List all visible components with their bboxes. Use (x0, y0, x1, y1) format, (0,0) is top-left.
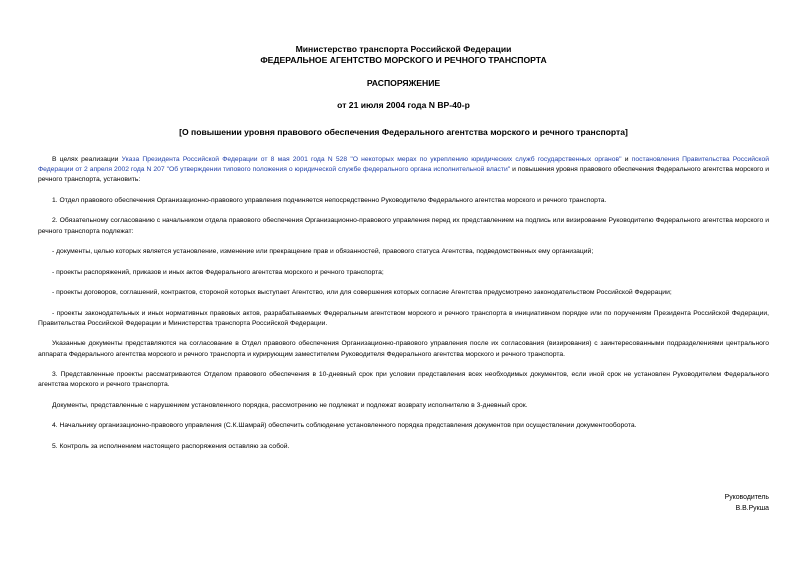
paragraph-approval: Указанные документы представляются на согласование в Отдел правового обеспечения Организационно-правового управления после их согласования (визирования) с заинтересованными подразделениями центрального аппарата Федерального агентства морского и речного транспорта и курирующим заместителем Руководителя Федерального агентства морского и речного транспорта. (38, 340, 769, 358)
list-item-documents: - документы, целью которых является установление, изменение или прекращение прав и обязанностей, правового статуса Агентства, подведомственных ему организаций; (52, 248, 594, 256)
list-item-legislation: - проекты законодательных и иных нормативных правовых актов, разрабатываемых Федеральным агентством морского и речного транспорта в инициативном порядке или по поручениям Президента Российской Федерации, Правительства Российской Федерации и Министерства транспорта Российской Федерации. (38, 309, 769, 327)
document-type: РАСПОРЯЖЕНИЕ (366, 78, 441, 88)
ministry-name: Министерство транспорта Российской Федерации (295, 44, 512, 54)
link-resolution-207[interactable]: постановления Правительства Российской Федерации от 2 апреля 2002 года N 207 "Об утверждении типового положения о юридической службе федерального органа исполнительной власти" (38, 156, 769, 174)
signatory-position: Руководитель (724, 494, 769, 501)
paragraph-3: 3. Представленные проекты рассматриваются Отделом правового обеспечения в 10-дневный срок при условии представления всех необходимых документов, если иной срок не установлен Руководителем Федерального агентства морского и речного транспорта. (38, 371, 769, 389)
intro-middle: и (621, 156, 632, 163)
list-item-orders: - проекты распоряжений, приказов и иных актов Федерального агентства морского и речного транспорта; (52, 268, 384, 276)
paragraph-1: 1. Отдел правового обеспечения Организационно-правового управления подчиняется непосредственно Руководителю Федерального агентства морского и речного транспорта. (52, 196, 607, 204)
paragraph-return: Документы, представленные с нарушением установленного порядка, рассмотрению не подлежат и подлежат возврату исполнителю в 3-дневный срок. (52, 401, 528, 409)
link-decree-528[interactable]: Указа Президента Российской Федерации от 8 мая 2001 года N 528 "О некоторых мерах по укреплению юридических служб государственных органов" (121, 156, 622, 163)
paragraph-4: 4. Начальнику организационно-правового управления (С.К.Шамрай) обеспечить соблюдение установленного порядка представления документов при осуществлении документооборота. (52, 422, 637, 430)
intro-suffix: и повышения уровня правового обеспечения Федерального агентства морского и речного транспорта, установить: (38, 166, 769, 184)
document-header (38, 44, 769, 138)
document-page (38, 44, 769, 462)
agency-name: ФЕДЕРАЛЬНОЕ АГЕНТСТВО МОРСКОГО И РЕЧНОГО ТРАНСПОРТА (260, 55, 547, 65)
document-body (38, 155, 769, 452)
paragraph-2: 2. Обязательному согласованию с начальником отдела правового обеспечения Организационно-правового управления перед их представлением на подпись или визирование Руководителю Федерального агентства морского и речного транспорта подлежат: (38, 217, 769, 235)
paragraph-intro (38, 155, 769, 186)
document-title: [О повышении уровня правового обеспечения Федерального агентства морского и речного транспорта] (179, 127, 628, 137)
signatory-name: В.В.Рукша (735, 505, 769, 512)
paragraph-5: 5. Контроль за исполнением настоящего распоряжения оставляю за собой. (52, 442, 290, 450)
document-date-number: от 21 июля 2004 года N ВР-40-р (337, 100, 470, 110)
intro-prefix: В целях реализации (52, 156, 122, 163)
list-item-contracts: - проекты договоров, соглашений, контрактов, стороной которых выступает Агентство, или для совершения которых согласие Агентства предусмотрено законодательством Российской Федерации; (52, 289, 672, 297)
signature-block (725, 492, 769, 514)
